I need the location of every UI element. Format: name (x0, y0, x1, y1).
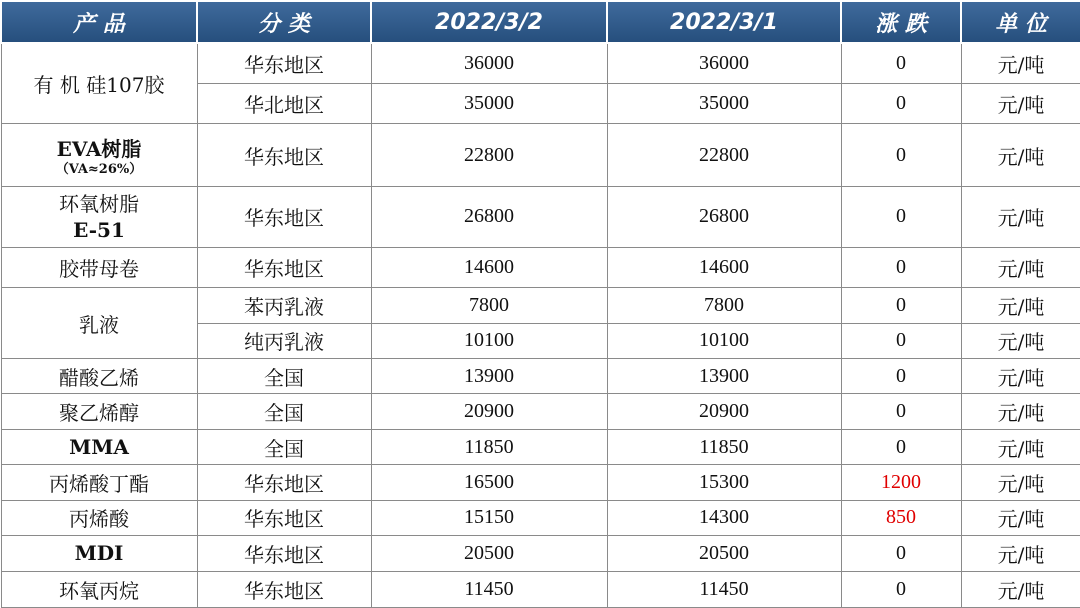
unit-cell: 元/吨 (961, 247, 1080, 287)
product-cell: 有 机 硅107胶 (1, 43, 197, 124)
category-cell: 华东地区 (197, 43, 371, 83)
change-cell: 0 (841, 394, 961, 429)
category-cell: 全国 (197, 429, 371, 464)
change-cell: 0 (841, 83, 961, 123)
category-cell: 华北地区 (197, 83, 371, 123)
change-cell: 0 (841, 359, 961, 394)
change-cell: 0 (841, 288, 961, 323)
product-cell: 丙烯酸丁酯 (1, 465, 197, 500)
unit-cell: 元/吨 (961, 124, 1080, 187)
product-subtitle: （VA≈26%） (55, 161, 143, 177)
header-category: 分 类 (197, 1, 371, 43)
table-row (1, 124, 1080, 187)
price-new-cell: 7800 (371, 288, 607, 323)
price-new-cell: 16500 (371, 465, 607, 500)
product-cell: 聚乙烯醇 (1, 394, 197, 429)
product-cell (1, 187, 197, 248)
header-product: 产 品 (1, 1, 197, 43)
change-cell-rise: 850 (841, 500, 961, 535)
price-new-cell: 15150 (371, 500, 607, 535)
unit-cell: 元/吨 (961, 43, 1080, 83)
price-new-cell: 10100 (371, 323, 607, 358)
table-row (1, 187, 1080, 248)
price-new-cell: 11450 (371, 571, 607, 607)
table-row (1, 288, 1080, 323)
table-row (1, 429, 1080, 464)
change-cell-rise: 1200 (841, 465, 961, 500)
change-cell: 0 (841, 43, 961, 83)
price-new-cell: 20500 (371, 536, 607, 571)
unit-cell: 元/吨 (961, 536, 1080, 571)
change-cell: 0 (841, 323, 961, 358)
product-cell (1, 124, 197, 187)
price-old-cell: 22800 (607, 124, 841, 187)
unit-cell: 元/吨 (961, 288, 1080, 323)
price-new-cell: 13900 (371, 359, 607, 394)
table-row (1, 571, 1080, 607)
category-cell: 全国 (197, 394, 371, 429)
table-row (1, 359, 1080, 394)
price-new-cell: 14600 (371, 247, 607, 287)
product-subtitle: E-51 (73, 217, 125, 242)
price-old-cell: 15300 (607, 465, 841, 500)
header-unit: 单 位 (961, 1, 1080, 43)
unit-cell: 元/吨 (961, 83, 1080, 123)
change-cell: 0 (841, 571, 961, 607)
price-old-cell: 14300 (607, 500, 841, 535)
category-cell: 华东地区 (197, 536, 371, 571)
price-new-cell: 22800 (371, 124, 607, 187)
price-old-cell: 11850 (607, 429, 841, 464)
product-cell: 环氧丙烷 (1, 571, 197, 607)
header-row (1, 1, 1080, 43)
product-cell: MMA (1, 429, 197, 464)
header-date-new: 2022/3/2 (371, 1, 607, 43)
price-old-cell: 20900 (607, 394, 841, 429)
product-cell: 乳液 (1, 288, 197, 359)
product-cell: 丙烯酸 (1, 500, 197, 535)
unit-cell: 元/吨 (961, 394, 1080, 429)
table-row (1, 43, 1080, 83)
category-cell: 华东地区 (197, 465, 371, 500)
category-cell: 苯丙乳液 (197, 288, 371, 323)
unit-cell: 元/吨 (961, 465, 1080, 500)
header-change: 涨 跌 (841, 1, 961, 43)
product-cell: MDI (1, 536, 197, 571)
category-cell: 华东地区 (197, 247, 371, 287)
unit-cell: 元/吨 (961, 187, 1080, 248)
product-name: EVA树脂 (56, 136, 142, 161)
change-cell: 0 (841, 247, 961, 287)
category-cell: 华东地区 (197, 187, 371, 248)
price-new-cell: 36000 (371, 43, 607, 83)
category-cell: 华东地区 (197, 124, 371, 187)
unit-cell: 元/吨 (961, 571, 1080, 607)
unit-cell: 元/吨 (961, 429, 1080, 464)
category-cell: 华东地区 (197, 500, 371, 535)
price-new-cell: 11850 (371, 429, 607, 464)
change-cell: 0 (841, 187, 961, 248)
category-cell: 纯丙乳液 (197, 323, 371, 358)
table-row (1, 247, 1080, 287)
product-cell: 醋酸乙烯 (1, 359, 197, 394)
table-row (1, 536, 1080, 571)
unit-cell: 元/吨 (961, 323, 1080, 358)
price-new-cell: 20900 (371, 394, 607, 429)
price-old-cell: 11450 (607, 571, 841, 607)
price-old-cell: 10100 (607, 323, 841, 358)
change-cell: 0 (841, 429, 961, 464)
price-old-cell: 20500 (607, 536, 841, 571)
product-cell: 胶带母卷 (1, 247, 197, 287)
price-old-cell: 36000 (607, 43, 841, 83)
category-cell: 华东地区 (197, 571, 371, 607)
unit-cell: 元/吨 (961, 500, 1080, 535)
price-old-cell: 13900 (607, 359, 841, 394)
price-old-cell: 26800 (607, 187, 841, 248)
table-row (1, 394, 1080, 429)
price-new-cell: 35000 (371, 83, 607, 123)
unit-cell: 元/吨 (961, 359, 1080, 394)
change-cell: 0 (841, 536, 961, 571)
product-name: 环氧树脂 (59, 191, 139, 216)
price-new-cell: 26800 (371, 187, 607, 248)
price-old-cell: 7800 (607, 288, 841, 323)
table-row (1, 465, 1080, 500)
table-row (1, 500, 1080, 535)
change-cell: 0 (841, 124, 961, 187)
price-old-cell: 14600 (607, 247, 841, 287)
price-old-cell: 35000 (607, 83, 841, 123)
header-date-old: 2022/3/1 (607, 1, 841, 43)
category-cell: 全国 (197, 359, 371, 394)
